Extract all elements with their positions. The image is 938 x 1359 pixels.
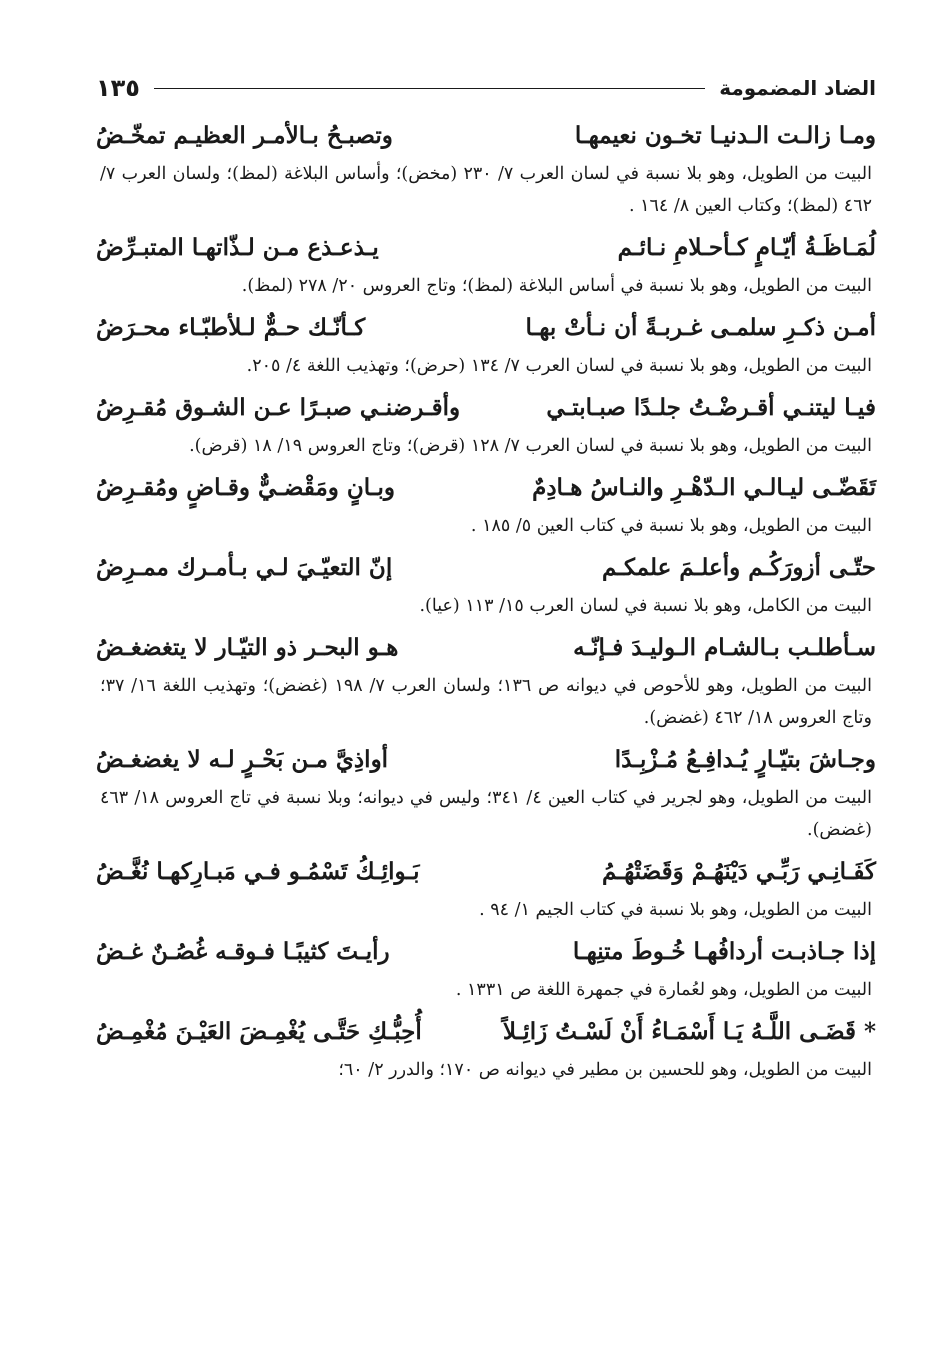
verse-note: البيت من الطويل، وهو للحسين بن مطير في ديوانه ص ١٧٠؛ والدرر ٢/ ٦٠؛ (338, 1060, 872, 1080)
first-hemistich: أمـن ذكـرِ سلمـى غـربـةً أن نـأتْ بهـا (525, 314, 876, 341)
header-rule (154, 88, 705, 89)
second-hemistich: بَـوائِـكُ تَسْمُـو فـي مَبـارِكهـا نُغَّـضُ (96, 858, 420, 885)
verse-line (96, 386, 876, 430)
first-hemistich: حتّـى أزورَكُـم وأعلـمَ علمكـم (601, 554, 876, 581)
first-hemistich: وجـاشَ بتيّـارٍ يُـدافِـعُ مُـزْبِـدًا (614, 746, 876, 773)
verse-note: البيت من الطويل، وهو بلا نسبة في لسان العرب ٧/ ١٢٨ (قرض)؛ وتاج العروس ١٩/ ١٨ (قرض). (189, 436, 872, 456)
second-hemistich: أواذِيَّ مـن بَحْـرٍ لـه لا يغضغـضُ (96, 746, 389, 773)
verse-note: البيت من الكامل، وهو بلا نسبة في لسان العرب ١٥/ ١١٣ (عيا). (419, 596, 872, 616)
verse-line (96, 738, 876, 782)
second-hemistich: إنّ التعيّـيَ لـي بـأمـرك ممـرِضُ (96, 554, 393, 581)
verse-note: البيت من الطويل، وهو بلا نسبة في لسان العرب ٧/ ٢٣٠ (مخض)؛ وأساس البلاغة (لمظ)؛ ولسان العرب ٧/ ٤٦٢ (لمظ)؛ وكتاب العين ٨/ ١٦٤ . (100, 164, 872, 216)
verse-line (96, 114, 876, 158)
verse-entry (96, 114, 876, 222)
verse-line (96, 930, 876, 974)
verse-note: البيت من الطويل، وهو بلا نسبة في أساس البلاغة (لمظ)؛ وتاج العروس ٢٠/ ٢٧٨ (لمظ). (241, 276, 872, 296)
verse-entry (96, 930, 876, 1006)
verse-note: البيت من الطويل، وهو بلا نسبة في كتاب العين ٥/ ١٨٥ . (470, 516, 872, 536)
verse-note: البيت من الطويل، وهو لعُمارة في جمهرة اللغة ص ١٣٣١ . (455, 980, 872, 1000)
first-hemistich: سـأطلـب بـالشـام الـوليـدَ فـإنّـه (573, 634, 876, 661)
verse-line (96, 546, 876, 590)
verse-entries (96, 114, 876, 1086)
second-hemistich: وتصبـحُ بـالأمـر العظيـم تمخّـضُ (96, 122, 393, 149)
second-hemistich: يـذعـذع مـن لـذّاتهـا المتبـرِّضُ (96, 234, 379, 261)
chapter-title: الضاد المضمومة (719, 76, 876, 100)
first-hemistich: ومـا زالـت الـدنيـا تخـون نعيمهـا (574, 122, 876, 149)
verse-entry (96, 386, 876, 462)
second-hemistich: أُحِبُّـكِ حَتَّـى يُغْمِـضَ العَيْـنَ مُغْمِـضُ (96, 1018, 422, 1045)
verse-entry (96, 626, 876, 734)
verse-line (96, 466, 876, 510)
verse-line (96, 626, 876, 670)
second-hemistich: رأيـتَ كثيبًـا فـوقـه غُصُـنٌ غـضُ (96, 938, 390, 965)
verse-line (96, 1010, 876, 1054)
second-hemistich: كـأنّـك حـمٌّ لـلأطبّـاء محـرَضُ (96, 314, 366, 341)
first-hemistich: تَقَضّـى ليـالـي الـدّهْـرِ والنـاسُ هـادِمٌ (532, 474, 876, 501)
first-hemistich: * قَضَـى اللَّـهُ يَـا أَسْمَـاءُ أَنْ لَسْـتُ زَائِـلاً (502, 1018, 876, 1045)
first-hemistich: إذا جـاذبـت أردافُهـا خُـوطَ متنِهـا (572, 938, 876, 965)
verse-note: البيت من الطويل، وهو بلا نسبة في لسان العرب ٧/ ١٣٤ (حرض)؛ وتهذيب اللغة ٤/ ٢٠٥. (246, 356, 872, 376)
second-hemistich: هـو البحـر ذو التيّـار لا يتغضغـضُ (96, 634, 399, 661)
verse-note: البيت من الطويل، وهو للأحوص في ديوانه ص ١٣٦؛ ولسان العرب ٧/ ١٩٨ (غضض)؛ وتهذيب اللغة ١٦/ ٣٧؛ وتاج العروس ١٨/ ٤٦٢ (غضض). (100, 676, 872, 728)
verse-note: البيت من الطويل، وهو لجرير في كتاب العين ٤/ ٣٤١؛ وليس في ديوانه؛ وبلا نسبة في تاج العروس ١٨/ ٤٦٣ (غضض). (100, 788, 872, 840)
verse-entry (96, 466, 876, 542)
verse-entry (96, 546, 876, 622)
second-hemistich: وبـانٍ ومَقْضـيٌّ وقـاضٍ ومُقـرِضُ (96, 474, 396, 501)
first-hemistich: لُمَـاظَـةُ أيّـامٍ كـأحـلامِ نـائـم (617, 234, 876, 261)
verse-line (96, 226, 876, 270)
verse-entry (96, 1010, 876, 1086)
verse-entry (96, 738, 876, 846)
page-number: ١٣٥ (96, 74, 140, 102)
verse-note: البيت من الطويل، وهو بلا نسبة في كتاب الجيم ١/ ٩٤ . (479, 900, 872, 920)
page-header (96, 70, 876, 106)
verse-line (96, 306, 876, 350)
verse-entry (96, 850, 876, 926)
first-hemistich: فيـا ليتنـي أقـرضْـتُ جلـدًا صبـابتـي (546, 394, 876, 421)
second-hemistich: وأقـرضنـي صبـرًا عـن الشـوق مُقـرِضُ (96, 394, 461, 421)
first-hemistich: كَفَـانِـي رَبِّـي دَيْنَهُـمْ وَقَضَتْهُـمُ (602, 858, 876, 885)
verse-entry (96, 226, 876, 302)
verse-entry (96, 306, 876, 382)
verse-line (96, 850, 876, 894)
